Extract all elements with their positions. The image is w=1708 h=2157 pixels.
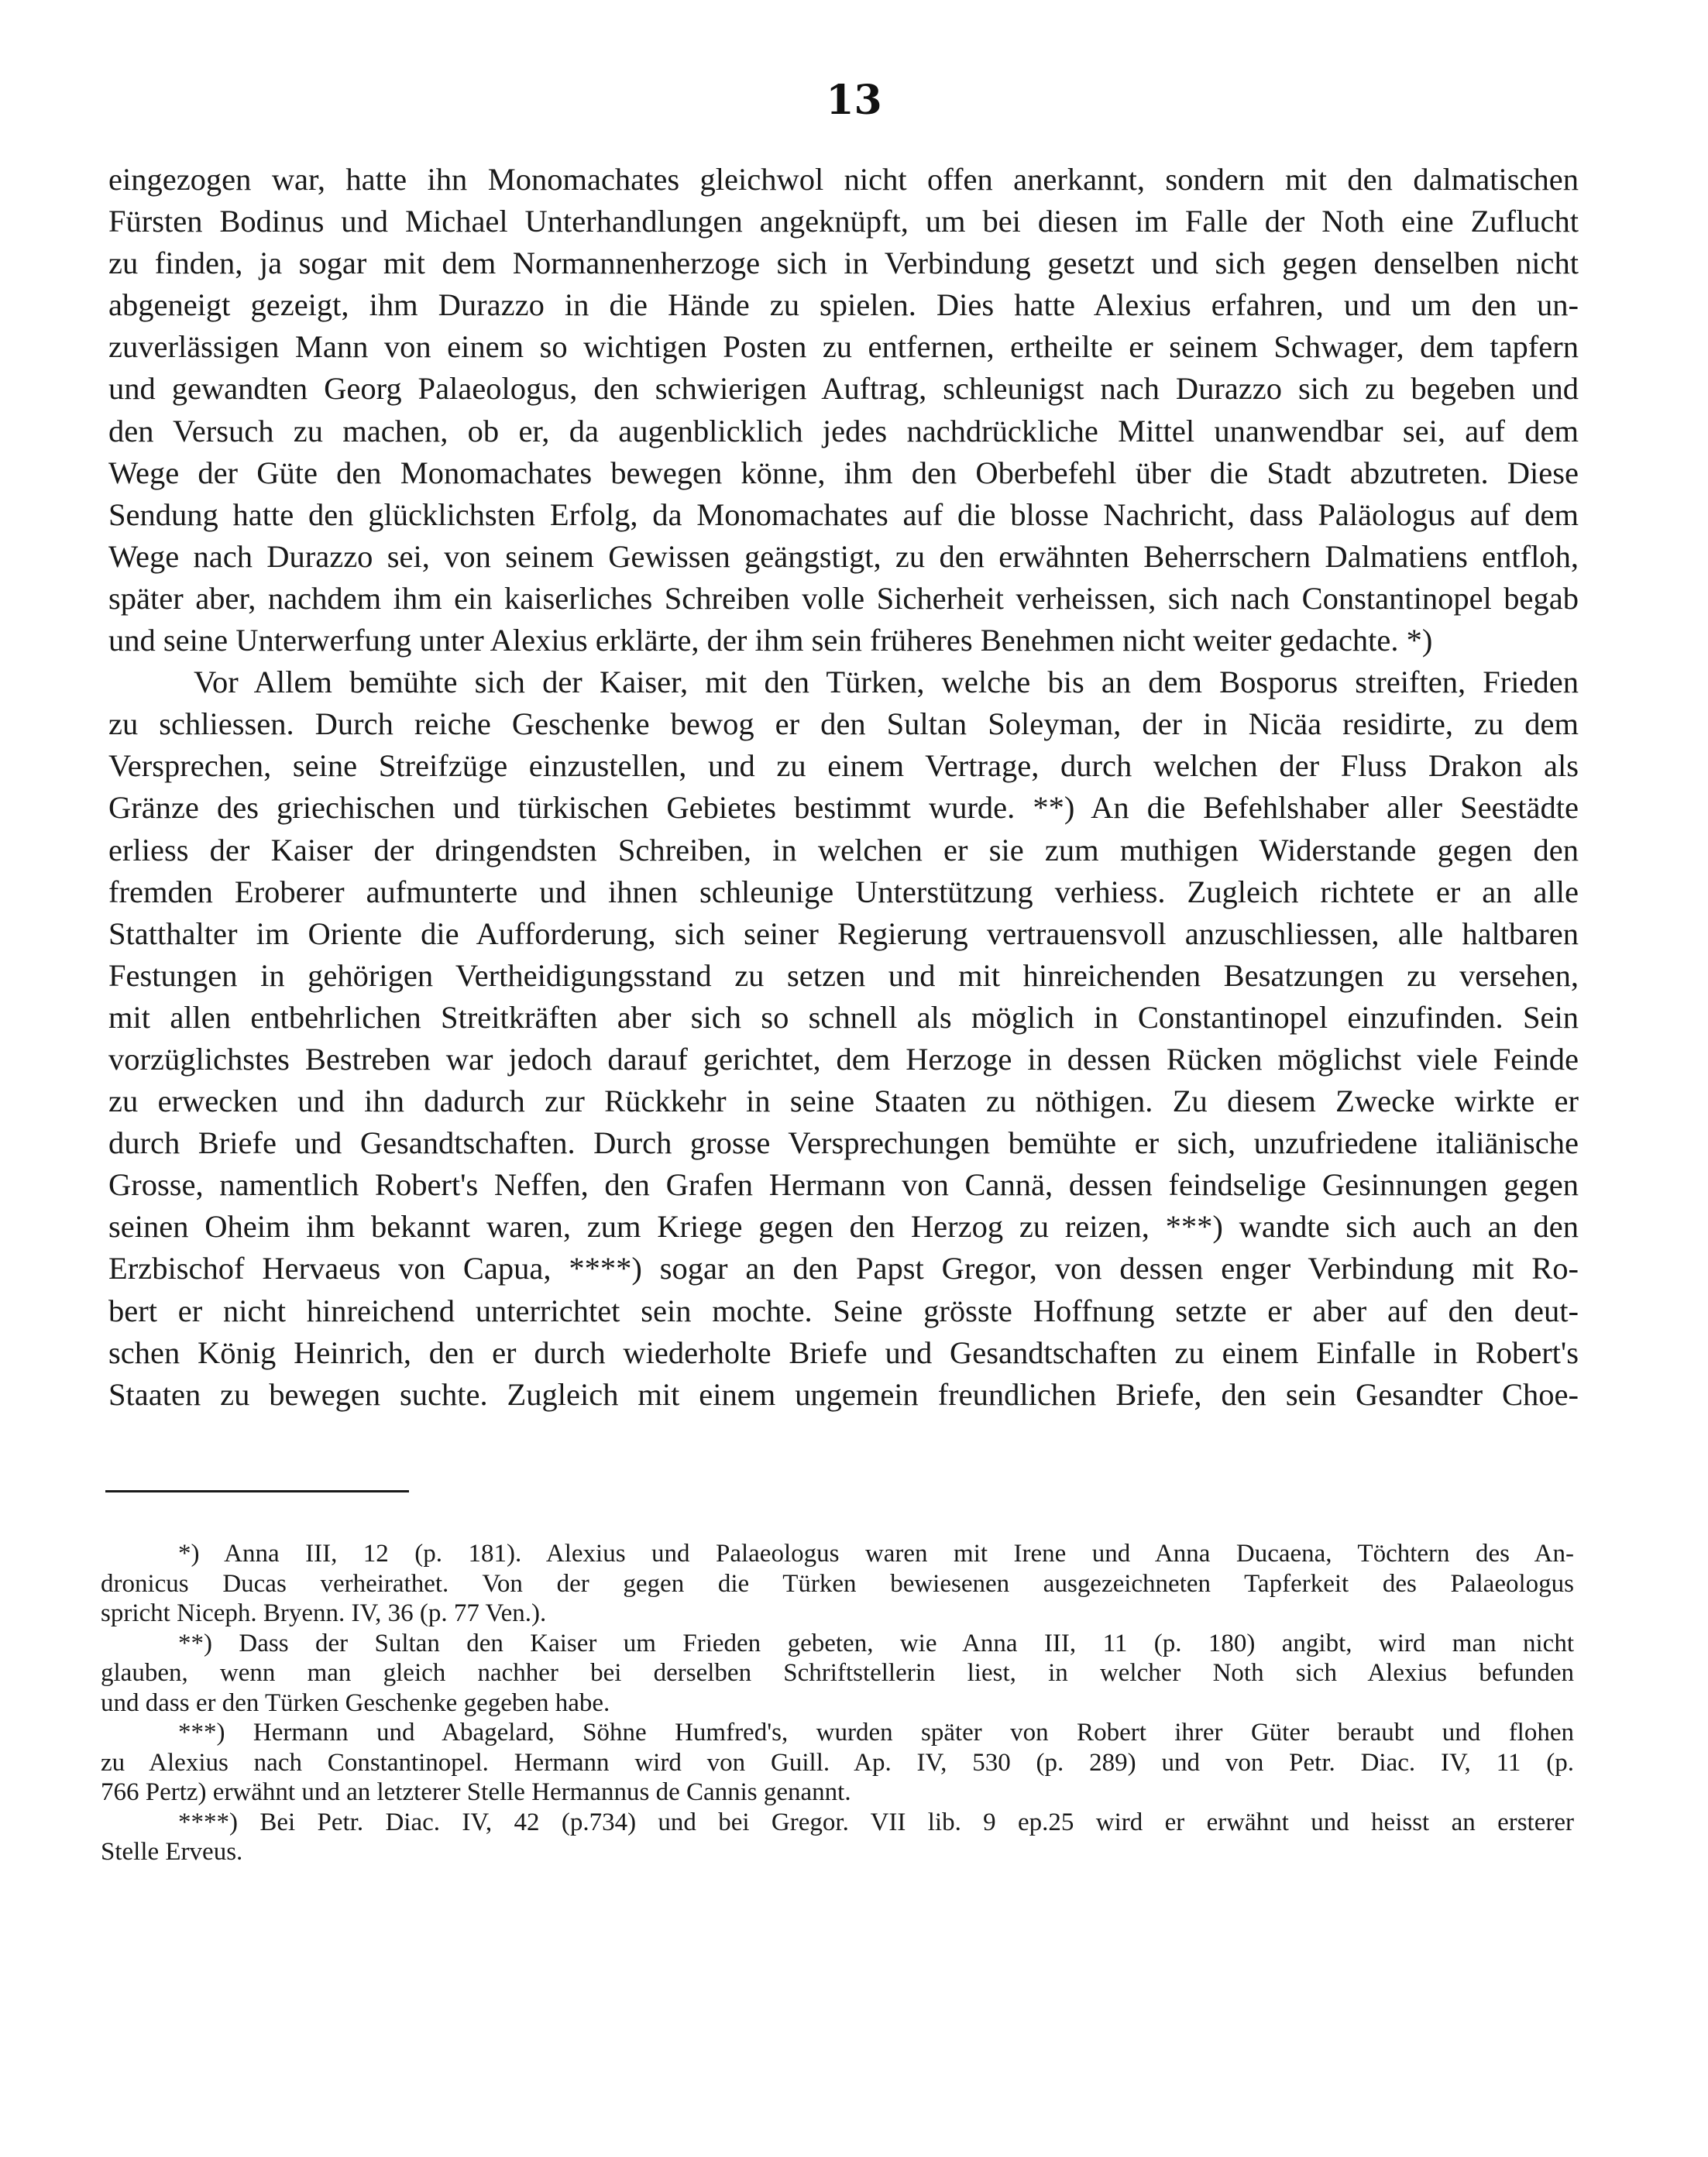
footnote-line: 766 Pertz) erwähnt und an letzterer Stelle Hermannus de Cannis genannt. xyxy=(101,1778,851,1806)
footnote-line: ****) Bei Petr. Diac. IV, 42 (p.734) und bei Gregor. VII lib. 9 ep.25 wird er erwähnt und heisst an ersterer xyxy=(178,1808,1574,1836)
body-line: Festungen in gehörigen Vertheidigungsstand zu setzen und mit hinreichenden Besatzungen zu versehen, xyxy=(108,957,1579,993)
footnote-line: Stelle Erveus. xyxy=(101,1838,243,1866)
body-line: vorzüglichstes Bestreben war jedoch darauf gerichtet, dem Herzoge in dessen Rücken möglichst viele Feinde xyxy=(108,1041,1579,1077)
body-line: und gewandten Georg Palaeologus, den schwierigen Auftrag, schleunigst nach Durazzo sich zu begeben und xyxy=(108,371,1579,407)
body-line: Wege nach Durazzo sei, von seinem Gewissen geängstigt, zu den erwähnten Beherrschern Dalmatiens entfloh, xyxy=(108,538,1579,574)
body-line: Vor Allem bemühte sich der Kaiser, mit den Türken, welche bis an dem Bosporus streiften, Frieden xyxy=(194,665,1579,700)
body-text xyxy=(108,159,1579,1416)
body-line: erliess der Kaiser der dringendsten Schreiben, in welchen er sie zum muthigen Widerstande gegen den xyxy=(108,832,1579,867)
body-line: fremden Eroberer aufmunterte und ihnen schleunige Unterstützung verhiess. Zugleich richtete er an alle xyxy=(108,874,1579,909)
footnote-line: *) Anna III, 12 (p. 181). Alexius und Palaeologus waren mit Irene und Anna Ducaena, Töchtern des An- xyxy=(178,1540,1574,1568)
body-line: abgeneigt gezeigt, ihm Durazzo in die Hände zu spielen. Dies hatte Alexius erfahren, und um den un- xyxy=(108,287,1579,323)
body-line: Wege der Güte den Monomachates bewegen könne, ihm den Oberbefehl über die Stadt abzutreten. Diese xyxy=(108,455,1579,490)
footnotes xyxy=(101,1539,1574,1867)
body-line: und seine Unterwerfung unter Alexius erklärte, der ihm sein früheres Benehmen nicht weiter gedachte. *) xyxy=(108,623,1433,658)
page-number: 13 xyxy=(826,77,882,124)
body-line: Sendung hatte den glücklichsten Erfolg, da Monomachates auf die blosse Nachricht, dass Paläologus auf dem xyxy=(108,496,1579,532)
body-line: Statthalter im Oriente die Aufforderung, sich seiner Regierung vertrauensvoll anzuschliessen, alle haltbaren xyxy=(108,915,1579,951)
body-line: den Versuch zu machen, ob er, da augenblicklich jedes nachdrückliche Mittel unanwendbar sei, auf dem xyxy=(108,413,1579,448)
body-line: schen König Heinrich, den er durch wiederholte Briefe und Gesandtschaften zu einem Einfalle in Robert's xyxy=(108,1334,1579,1370)
body-line: Staaten zu bewegen suchte. Zugleich mit einem ungemein freundlichen Briefe, den sein Gesandter Choe- xyxy=(108,1376,1579,1412)
body-line: zu erwecken und ihn dadurch zur Rückkehr in seine Staaten zu nöthigen. Zu diesem Zwecke wirkte er xyxy=(108,1084,1579,1119)
body-line: Gränze des griechischen und türkischen Gebietes bestimmt wurde. **) An die Befehlshaber aller Seestädte xyxy=(108,790,1579,826)
footnote-line: spricht Niceph. Bryenn. IV, 36 (p. 77 Ven.). xyxy=(101,1599,547,1627)
body-line: durch Briefe und Gesandtschaften. Durch grosse Versprechungen bemühte er sich, unzufriedene italiänische xyxy=(108,1125,1579,1161)
footnote-separator xyxy=(105,1490,409,1492)
body-line: eingezogen war, hatte ihn Monomachates gleichwol nicht offen anerkannt, sondern mit den dalmatischen xyxy=(108,162,1579,197)
body-line: Grosse, namentlich Robert's Neffen, den Grafen Hermann von Cannä, dessen feindselige Gesinnungen gegen xyxy=(108,1167,1579,1203)
footnote-line: ***) Hermann und Abagelard, Söhne Humfred's, wurden später von Robert ihrer Güter beraubt und flohen xyxy=(178,1719,1574,1747)
body-line: später aber, nachdem ihm ein kaiserliches Schreiben volle Sicherheit verheissen, sich nach Constantinopel begab xyxy=(108,580,1579,616)
body-line: bert er nicht hinreichend unterrichtet sein mochte. Seine grösste Hoffnung setzte er aber auf den deut- xyxy=(108,1293,1579,1328)
footnote-line: zu Alexius nach Constantinopel. Hermann wird von Guill. Ap. IV, 530 (p. 289) und von Petr. Diac. IV, 11 (p. xyxy=(101,1748,1574,1777)
footnote-line: und dass er den Türken Geschenke gegeben habe. xyxy=(101,1688,610,1717)
footnote-line: **) Dass der Sultan den Kaiser um Frieden gebeten, wie Anna III, 11 (p. 180) angibt, wird man nicht xyxy=(178,1629,1574,1657)
body-line: mit allen entbehrlichen Streitkräften aber sich so schnell als möglich in Constantinopel einzufinden. Sein xyxy=(108,999,1579,1035)
body-line: Versprechen, seine Streifzüge einzustellen, und zu einem Vertrage, durch welchen der Fluss Drakon als xyxy=(108,748,1579,784)
body-line: Fürsten Bodinus und Michael Unterhandlungen angeknüpft, um bei diesen im Falle der Noth eine Zuflucht xyxy=(108,204,1579,239)
footnote-line: glauben, wenn man gleich nachher bei derselben Schriftstellerin liest, in welcher Noth sich Alexius befunden xyxy=(101,1659,1574,1687)
body-line: Erzbischof Hervaeus von Capua, ****) sogar an den Papst Gregor, von dessen enger Verbindung mit Ro- xyxy=(108,1251,1579,1286)
body-line: zuverlässigen Mann von einem so wichtigen Posten zu entfernen, ertheilte er seinem Schwager, dem tapfern xyxy=(108,329,1579,365)
body-line: zu finden, ja sogar mit dem Normannenherzoge sich in Verbindung gesetzt und sich gegen denselben nicht xyxy=(108,246,1579,281)
body-line: zu schliessen. Durch reiche Geschenke bewog er den Sultan Soleyman, der in Nicäa residirte, zu dem xyxy=(108,706,1579,742)
footnote-line: dronicus Ducas verheirathet. Von der gegen die Türken bewiesenen ausgezeichneten Tapferkeit des Palaeologus xyxy=(101,1569,1574,1598)
body-line: seinen Oheim ihm bekannt waren, zum Kriege gegen den Herzog zu reizen, ***) wandte sich auch an den xyxy=(108,1209,1579,1245)
